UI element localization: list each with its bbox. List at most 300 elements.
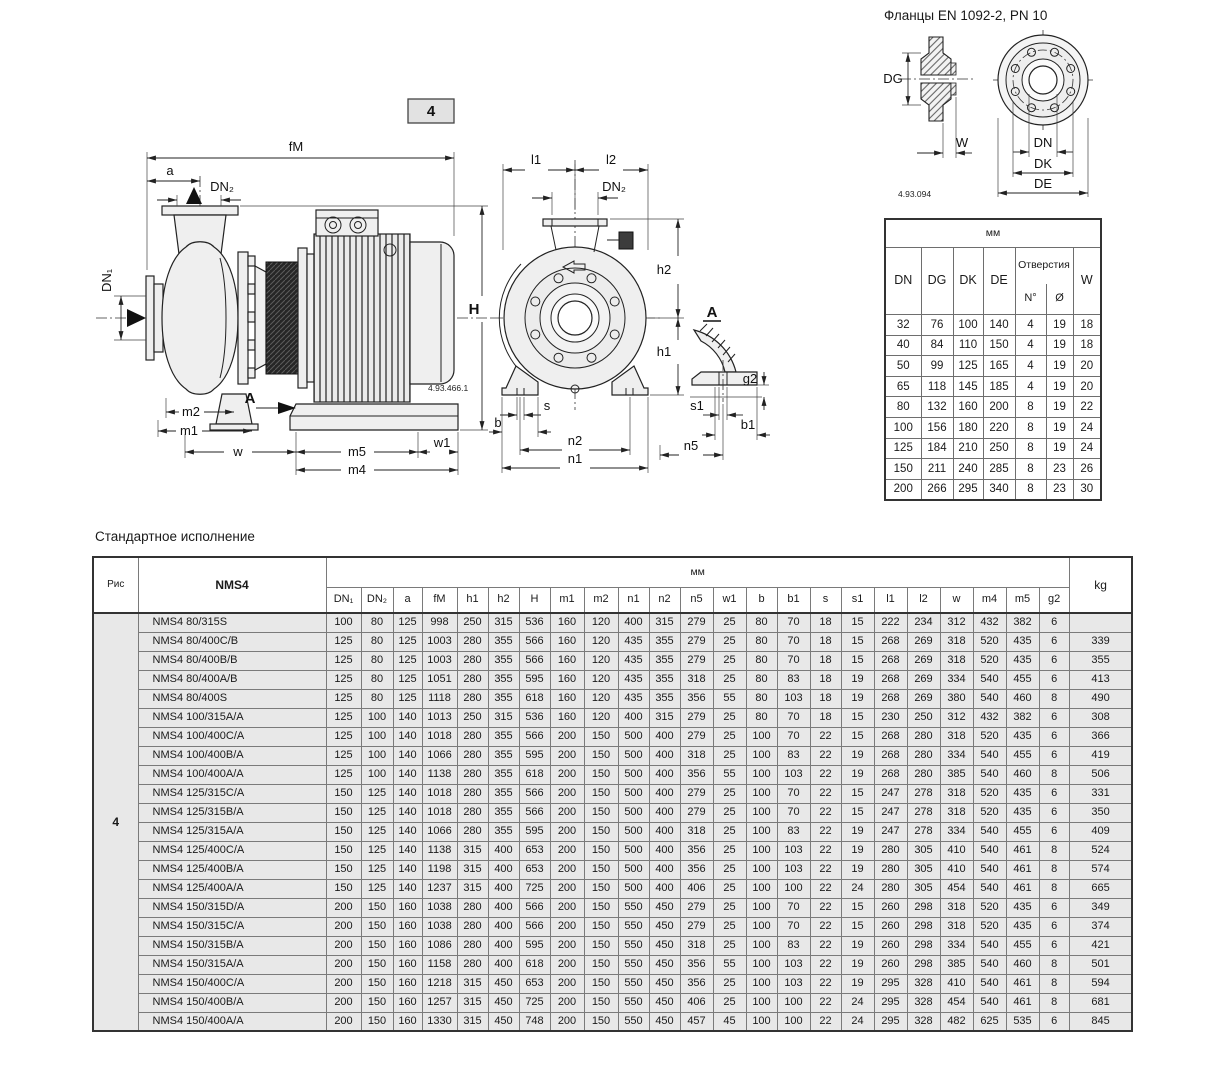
dim-dn1-label: DN₁ bbox=[99, 268, 114, 292]
dimension-cell: 279 bbox=[680, 898, 713, 917]
dimension-cell: 653 bbox=[519, 841, 550, 860]
pump-table-row bbox=[93, 784, 1132, 803]
dimension-cell: 520 bbox=[973, 632, 1006, 651]
dimension-cell: 268 bbox=[874, 746, 907, 765]
dimension-cell: 998 bbox=[422, 613, 457, 632]
pump-model-cell: NMS4 80/315S bbox=[138, 613, 326, 632]
dimension-cell: 22 bbox=[810, 727, 841, 746]
dimension-cell: 100 bbox=[361, 765, 393, 784]
dimension-cell: 328 bbox=[907, 993, 940, 1012]
dimension-cell: 1018 bbox=[422, 803, 457, 822]
dimension-cell: 100 bbox=[361, 708, 393, 727]
dimension-cell: 280 bbox=[457, 784, 488, 803]
dimension-cell: 25 bbox=[713, 746, 746, 765]
pump-table-row bbox=[93, 822, 1132, 841]
pump-table-row bbox=[93, 727, 1132, 746]
dimension-cell: 200 bbox=[550, 917, 584, 936]
flange-table-cell: 65 bbox=[885, 376, 921, 397]
dimension-cell: 25 bbox=[713, 860, 746, 879]
dimension-cell: 200 bbox=[326, 974, 361, 993]
dimension-cell: 25 bbox=[713, 936, 746, 955]
dimension-cell: 140 bbox=[393, 746, 422, 765]
dimension-cell: 140 bbox=[393, 708, 422, 727]
dimension-cell: 125 bbox=[326, 689, 361, 708]
dimension-cell: 250 bbox=[457, 708, 488, 727]
dim-w-flange-label: W bbox=[955, 135, 969, 150]
flange-table-cell: 23 bbox=[1046, 459, 1073, 480]
dimension-cell: 150 bbox=[361, 974, 393, 993]
pump-table-row bbox=[93, 651, 1132, 670]
dimension-cell: 435 bbox=[1006, 632, 1039, 651]
dimension-cell: 100 bbox=[326, 613, 361, 632]
dimension-cell: 315 bbox=[457, 993, 488, 1012]
dimension-cell: 318 bbox=[680, 670, 713, 689]
dim-col-header: DN₁ bbox=[326, 587, 361, 613]
dimension-cell: 315 bbox=[457, 860, 488, 879]
dimension-cell: 520 bbox=[973, 784, 1006, 803]
dimension-cell: 80 bbox=[746, 613, 777, 632]
dimension-cell: 22 bbox=[810, 765, 841, 784]
dimension-cell: 618 bbox=[519, 955, 550, 974]
dimension-cell: 279 bbox=[680, 727, 713, 746]
dimension-cell: 100 bbox=[777, 879, 810, 898]
dimension-cell: 382 bbox=[1006, 708, 1039, 727]
dimension-cell: 80 bbox=[746, 689, 777, 708]
dimension-cell: 19 bbox=[841, 860, 874, 879]
dimension-cell: 120 bbox=[584, 708, 618, 727]
flange-table-row bbox=[885, 417, 1101, 438]
pump-model-cell: NMS4 100/400B/A bbox=[138, 746, 326, 765]
dimension-cell: 400 bbox=[649, 784, 680, 803]
pump-table-row bbox=[93, 936, 1132, 955]
dimension-cell: 19 bbox=[841, 765, 874, 784]
flange-table-cell: 125 bbox=[885, 438, 921, 459]
dim-col-header: m2 bbox=[584, 587, 618, 613]
dimension-cell: 24 bbox=[841, 879, 874, 898]
dimension-cell: 80 bbox=[361, 651, 393, 670]
dimension-cell: 222 bbox=[874, 613, 907, 632]
dimension-cell: 8 bbox=[1039, 765, 1069, 784]
dimension-cell: 100 bbox=[361, 727, 393, 746]
dim-col-header: a bbox=[393, 587, 422, 613]
dimension-cell: 618 bbox=[519, 689, 550, 708]
pump-model-cell: NMS4 125/400B/A bbox=[138, 860, 326, 879]
dimension-cell: 305 bbox=[907, 879, 940, 898]
dimension-cell: 150 bbox=[326, 879, 361, 898]
flange-table-cell: 19 bbox=[1046, 315, 1073, 336]
dimension-cell: 25 bbox=[713, 974, 746, 993]
dimension-cell: 100 bbox=[746, 841, 777, 860]
flange-table-cell: 19 bbox=[1046, 376, 1073, 397]
base-plate bbox=[290, 404, 458, 430]
dimension-cell: 540 bbox=[973, 841, 1006, 860]
pump-table-row bbox=[93, 841, 1132, 860]
dimension-cell: 312 bbox=[940, 613, 973, 632]
dimension-cell: 18 bbox=[810, 613, 841, 632]
dim-n5-label: n5 bbox=[683, 438, 699, 453]
dimension-cell: 247 bbox=[874, 822, 907, 841]
weight-cell: 374 bbox=[1069, 917, 1132, 936]
flange-table-cell: 340 bbox=[983, 479, 1015, 500]
dimension-cell: 595 bbox=[519, 746, 550, 765]
flange-col-dk: DK bbox=[953, 248, 983, 315]
dimension-cell: 540 bbox=[973, 860, 1006, 879]
dimension-cell: 318 bbox=[940, 651, 973, 670]
dimension-cell: 200 bbox=[326, 955, 361, 974]
dimension-cell: 200 bbox=[550, 765, 584, 784]
dimension-cell: 100 bbox=[746, 955, 777, 974]
dimension-cell: 400 bbox=[649, 860, 680, 879]
dimension-cell: 103 bbox=[777, 765, 810, 784]
dimension-cell: 125 bbox=[326, 670, 361, 689]
dimension-cell: 500 bbox=[618, 860, 649, 879]
flange-table-cell: 4 bbox=[1015, 315, 1046, 336]
dimension-cell: 400 bbox=[488, 917, 519, 936]
dimension-cell: 500 bbox=[618, 727, 649, 746]
dimension-cell: 400 bbox=[488, 936, 519, 955]
kg-column-header: kg bbox=[1069, 557, 1132, 613]
dim-h2-label: h2 bbox=[656, 262, 672, 277]
dimension-cell: 140 bbox=[393, 879, 422, 898]
dimension-cell: 725 bbox=[519, 879, 550, 898]
dimension-cell: 268 bbox=[874, 727, 907, 746]
figure-number-box bbox=[408, 99, 454, 123]
dimension-cell: 103 bbox=[777, 860, 810, 879]
dimension-cell: 280 bbox=[457, 936, 488, 955]
dimension-cell: 1158 bbox=[422, 955, 457, 974]
dimension-cell: 1138 bbox=[422, 841, 457, 860]
flange-table-row bbox=[885, 397, 1101, 418]
dimension-cell: 15 bbox=[841, 632, 874, 651]
flange-table-cell: 200 bbox=[983, 397, 1015, 418]
dimension-cell: 500 bbox=[618, 765, 649, 784]
dimension-cell: 125 bbox=[361, 841, 393, 860]
dimension-cell: 500 bbox=[618, 822, 649, 841]
dimension-cell: 278 bbox=[907, 822, 940, 841]
dimension-cell: 595 bbox=[519, 822, 550, 841]
flange-dimensions-table bbox=[884, 218, 1102, 501]
dimension-cell: 55 bbox=[713, 765, 746, 784]
dim-h1-label: h1 bbox=[656, 344, 672, 359]
dimension-cell: 280 bbox=[457, 746, 488, 765]
dimension-cell: 520 bbox=[973, 898, 1006, 917]
dimension-cell: 15 bbox=[841, 708, 874, 727]
flange-table-cell: 140 bbox=[983, 315, 1015, 336]
dimension-cell: 450 bbox=[488, 993, 519, 1012]
dimension-cell: 295 bbox=[874, 1012, 907, 1031]
dimension-cell: 22 bbox=[810, 917, 841, 936]
dimension-cell: 125 bbox=[393, 689, 422, 708]
dimension-cell: 100 bbox=[746, 879, 777, 898]
weight-cell: 355 bbox=[1069, 651, 1132, 670]
dimension-cell: 125 bbox=[393, 613, 422, 632]
dim-col-header: DN₂ bbox=[361, 587, 393, 613]
dimension-cell: 200 bbox=[550, 841, 584, 860]
dimension-cell: 103 bbox=[777, 955, 810, 974]
dimension-cell: 400 bbox=[488, 841, 519, 860]
flange-table-cell: 19 bbox=[1046, 438, 1073, 459]
dimension-cell: 450 bbox=[488, 974, 519, 993]
dimension-cell: 334 bbox=[940, 822, 973, 841]
pump-model-cell: NMS4 150/315A/A bbox=[138, 955, 326, 974]
weight-cell: 409 bbox=[1069, 822, 1132, 841]
dimension-cell: 334 bbox=[940, 746, 973, 765]
pump-table-row bbox=[93, 803, 1132, 822]
dimension-cell: 160 bbox=[393, 936, 422, 955]
dimension-cell: 1118 bbox=[422, 689, 457, 708]
dimension-cell: 400 bbox=[649, 746, 680, 765]
dimension-cell: 200 bbox=[550, 955, 584, 974]
dimension-cell: 1237 bbox=[422, 879, 457, 898]
dimension-cell: 450 bbox=[649, 898, 680, 917]
flange-table-cell: 211 bbox=[921, 459, 953, 480]
dimension-cell: 8 bbox=[1039, 689, 1069, 708]
dimension-cell: 250 bbox=[907, 708, 940, 727]
dimension-cell: 200 bbox=[550, 803, 584, 822]
dimension-cell: 500 bbox=[618, 879, 649, 898]
dimension-cell: 15 bbox=[841, 651, 874, 670]
dim-m1-label: m1 bbox=[179, 423, 199, 438]
dim-s-label: s bbox=[543, 398, 551, 413]
dimension-cell: 70 bbox=[777, 651, 810, 670]
dimension-cell: 22 bbox=[810, 803, 841, 822]
dimension-cell: 150 bbox=[584, 974, 618, 993]
weight-cell: 665 bbox=[1069, 879, 1132, 898]
dimension-cell: 80 bbox=[746, 670, 777, 689]
dimension-cell: 100 bbox=[746, 803, 777, 822]
dimension-cell: 1086 bbox=[422, 936, 457, 955]
dimension-cell: 566 bbox=[519, 727, 550, 746]
dimension-cell: 618 bbox=[519, 765, 550, 784]
dimension-cell: 305 bbox=[907, 860, 940, 879]
dimension-cell: 278 bbox=[907, 784, 940, 803]
flange-front-view bbox=[993, 30, 1093, 197]
dimension-cell: 150 bbox=[361, 936, 393, 955]
dimension-cell: 435 bbox=[1006, 898, 1039, 917]
dimension-cell: 25 bbox=[713, 708, 746, 727]
dimension-cell: 1198 bbox=[422, 860, 457, 879]
flange-table-row bbox=[885, 315, 1101, 336]
flange-table-cell: 266 bbox=[921, 479, 953, 500]
pump-front-view bbox=[492, 160, 660, 410]
dimension-cell: 400 bbox=[618, 708, 649, 727]
dimension-cell: 125 bbox=[326, 651, 361, 670]
dimension-cell: 15 bbox=[841, 917, 874, 936]
flange-table-cell: 26 bbox=[1073, 459, 1101, 480]
dimension-cell: 298 bbox=[907, 898, 940, 917]
dimension-cell: 278 bbox=[907, 803, 940, 822]
dimension-cell: 15 bbox=[841, 803, 874, 822]
dimension-cell: 22 bbox=[810, 746, 841, 765]
dimension-cell: 356 bbox=[680, 689, 713, 708]
dimension-cell: 160 bbox=[393, 955, 422, 974]
dimension-cell: 19 bbox=[841, 746, 874, 765]
pump-model-cell: NMS4 80/400C/B bbox=[138, 632, 326, 651]
dimension-cell: 748 bbox=[519, 1012, 550, 1031]
dim-col-header: n1 bbox=[618, 587, 649, 613]
dimension-cell: 22 bbox=[810, 784, 841, 803]
dimension-cell: 269 bbox=[907, 632, 940, 651]
dimension-cell: 355 bbox=[488, 727, 519, 746]
dimension-cell: 315 bbox=[457, 974, 488, 993]
dimension-cell: 385 bbox=[940, 765, 973, 784]
dimension-cell: 160 bbox=[550, 689, 584, 708]
pump-model-cell: NMS4 150/400A/A bbox=[138, 1012, 326, 1031]
dimension-cell: 435 bbox=[618, 651, 649, 670]
dimension-cell: 125 bbox=[326, 632, 361, 651]
dimension-cell: 15 bbox=[841, 727, 874, 746]
dim-col-header: m1 bbox=[550, 587, 584, 613]
dimension-cell: 435 bbox=[618, 689, 649, 708]
dimension-cell: 520 bbox=[973, 917, 1006, 936]
flange-col-dg: DG bbox=[921, 248, 953, 315]
dimension-cell: 45 bbox=[713, 1012, 746, 1031]
dimension-cell: 280 bbox=[457, 765, 488, 784]
pump-table-row bbox=[93, 765, 1132, 784]
dim-b1-label: b1 bbox=[740, 417, 756, 432]
dimension-cell: 100 bbox=[361, 746, 393, 765]
flange-table-cell: 76 bbox=[921, 315, 953, 336]
dimension-cell: 334 bbox=[940, 936, 973, 955]
dimension-cell: 83 bbox=[777, 822, 810, 841]
flange-table-body bbox=[885, 315, 1101, 500]
dimension-cell: 103 bbox=[777, 974, 810, 993]
flow-in-arrow bbox=[127, 309, 146, 327]
dimension-cell: 540 bbox=[973, 936, 1006, 955]
dim-n2-label: n2 bbox=[567, 433, 583, 448]
dimension-cell: 150 bbox=[584, 917, 618, 936]
dimension-cell: 355 bbox=[488, 689, 519, 708]
dimension-cell: 461 bbox=[1006, 860, 1039, 879]
dimension-cell: 410 bbox=[940, 860, 973, 879]
dimension-cell: 400 bbox=[488, 860, 519, 879]
flange-table-cell: 220 bbox=[983, 417, 1015, 438]
flange-table-cell: 99 bbox=[921, 356, 953, 377]
flange-table-cell: 40 bbox=[885, 335, 921, 356]
flange-table-cell: 145 bbox=[953, 376, 983, 397]
dimension-cell: 18 bbox=[810, 632, 841, 651]
pump-model-cell: NMS4 150/315B/A bbox=[138, 936, 326, 955]
dimension-cell: 550 bbox=[618, 993, 649, 1012]
dimension-cell: 400 bbox=[649, 841, 680, 860]
dimension-cell: 150 bbox=[584, 765, 618, 784]
pump-model-cell: NMS4 125/400C/A bbox=[138, 841, 326, 860]
flange-table-cell: 100 bbox=[885, 417, 921, 438]
dim-dn2-front-label: DN₂ bbox=[602, 179, 626, 194]
dimension-cell: 1051 bbox=[422, 670, 457, 689]
dimension-cell: 100 bbox=[746, 727, 777, 746]
pump-model-cell: NMS4 150/315D/A bbox=[138, 898, 326, 917]
dimension-cell: 15 bbox=[841, 898, 874, 917]
dimension-cell: 125 bbox=[326, 727, 361, 746]
dimension-cell: 279 bbox=[680, 784, 713, 803]
dimension-cell: 455 bbox=[1006, 746, 1039, 765]
dimension-cell: 566 bbox=[519, 784, 550, 803]
dim-s1-label: s1 bbox=[690, 398, 704, 413]
dimension-cell: 595 bbox=[519, 670, 550, 689]
flange-section-view bbox=[883, 37, 976, 199]
dimension-cell: 80 bbox=[361, 689, 393, 708]
dimension-cell: 6 bbox=[1039, 803, 1069, 822]
pump-table-row bbox=[93, 917, 1132, 936]
flange-table-cell: 160 bbox=[953, 397, 983, 418]
dimension-cell: 280 bbox=[457, 670, 488, 689]
dimension-cell: 540 bbox=[973, 879, 1006, 898]
dimension-cell: 566 bbox=[519, 651, 550, 670]
dimension-cell: 355 bbox=[488, 822, 519, 841]
dimension-cell: 318 bbox=[680, 936, 713, 955]
pump-model-cell: NMS4 100/400C/A bbox=[138, 727, 326, 746]
dimension-cell: 540 bbox=[973, 993, 1006, 1012]
dimension-cell: 150 bbox=[361, 898, 393, 917]
dimension-cell: 450 bbox=[488, 1012, 519, 1031]
dimension-cell: 566 bbox=[519, 632, 550, 651]
dimension-cell: 356 bbox=[680, 841, 713, 860]
dimension-cell: 200 bbox=[550, 784, 584, 803]
dimension-cell: 260 bbox=[874, 936, 907, 955]
pump-model-cell: NMS4 150/400C/A bbox=[138, 974, 326, 993]
dimension-cell: 200 bbox=[550, 974, 584, 993]
flange-table-cell: 18 bbox=[1073, 315, 1101, 336]
dimension-cell: 25 bbox=[713, 917, 746, 936]
dimension-cell: 725 bbox=[519, 993, 550, 1012]
flange-table-cell: 84 bbox=[921, 335, 953, 356]
dimension-cell: 234 bbox=[907, 613, 940, 632]
dimension-cell: 125 bbox=[361, 822, 393, 841]
dimension-cell: 19 bbox=[841, 822, 874, 841]
dimension-cell: 1138 bbox=[422, 765, 457, 784]
dimension-cell: 653 bbox=[519, 860, 550, 879]
dimension-cell: 260 bbox=[874, 955, 907, 974]
dim-col-header: s bbox=[810, 587, 841, 613]
dim-col-header: h1 bbox=[457, 587, 488, 613]
dim-col-header: h2 bbox=[488, 587, 519, 613]
pump-model-cell: NMS4 100/400A/A bbox=[138, 765, 326, 784]
dimension-cell: 6 bbox=[1039, 746, 1069, 765]
dimension-cell: 24 bbox=[841, 993, 874, 1012]
dimension-cell: 461 bbox=[1006, 974, 1039, 993]
dimension-cell: 400 bbox=[649, 765, 680, 784]
dimension-cell: 1018 bbox=[422, 727, 457, 746]
dimension-cell: 457 bbox=[680, 1012, 713, 1031]
dimension-cell: 435 bbox=[618, 632, 649, 651]
dimension-cell: 279 bbox=[680, 708, 713, 727]
dimension-cell: 15 bbox=[841, 613, 874, 632]
dimension-cell: 280 bbox=[907, 746, 940, 765]
dimension-cell: 540 bbox=[973, 746, 1006, 765]
dimension-cell: 200 bbox=[550, 727, 584, 746]
dimension-cell: 140 bbox=[393, 784, 422, 803]
dimension-cell: 295 bbox=[874, 974, 907, 993]
dimension-cell: 120 bbox=[584, 670, 618, 689]
dimension-cell: 200 bbox=[550, 898, 584, 917]
dimension-cell: 318 bbox=[940, 632, 973, 651]
side-view-ref: 4.93.466.1 bbox=[428, 383, 469, 393]
dimension-cell: 318 bbox=[940, 898, 973, 917]
dimension-cell: 550 bbox=[618, 974, 649, 993]
dimension-cell: 406 bbox=[680, 879, 713, 898]
flange-table-cell: 19 bbox=[1046, 335, 1073, 356]
dimension-cell: 120 bbox=[584, 632, 618, 651]
flange-table-cell: 18 bbox=[1073, 335, 1101, 356]
dimension-cell: 25 bbox=[713, 822, 746, 841]
dimension-cell: 1066 bbox=[422, 746, 457, 765]
dimension-cell: 550 bbox=[618, 955, 649, 974]
dimension-cell: 150 bbox=[361, 917, 393, 936]
dimension-cell: 19 bbox=[841, 936, 874, 955]
dimension-cell: 160 bbox=[393, 1012, 422, 1031]
dimension-cell: 6 bbox=[1039, 822, 1069, 841]
